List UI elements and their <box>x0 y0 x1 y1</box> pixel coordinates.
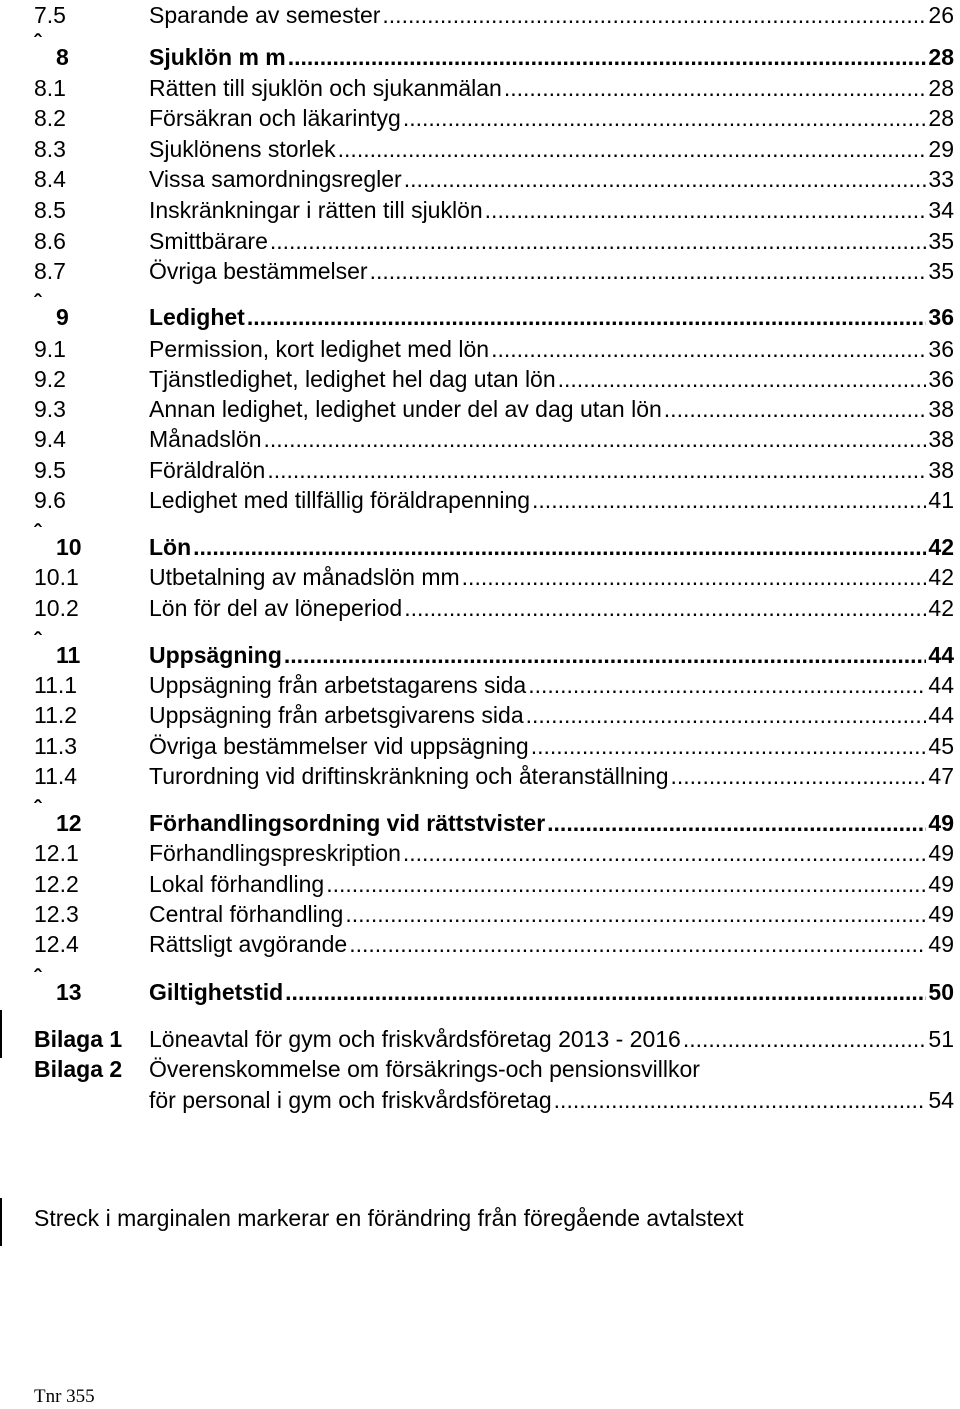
toc-number: 9.6 <box>34 487 66 513</box>
toc-page-number: 50 <box>928 979 954 1005</box>
chapter-caret-icon: ˆ <box>34 796 42 821</box>
toc-section-row[interactable] <box>34 334 954 364</box>
chapter-caret-icon: ˆ <box>34 520 42 545</box>
toc-appendix-row[interactable] <box>34 1085 954 1115</box>
dot-leader <box>382 0 926 30</box>
dot-leader <box>491 334 926 364</box>
toc-entry-line <box>149 302 954 332</box>
toc-number: 8.5 <box>34 197 66 223</box>
toc-section-row[interactable] <box>34 256 954 286</box>
note-marker-bar <box>0 1198 2 1246</box>
toc-title: Rätten till sjuklön och sjukanmälan <box>149 75 502 101</box>
toc-number: 9.2 <box>34 366 66 392</box>
toc-number: 13 <box>56 979 82 1005</box>
dot-leader <box>403 838 927 868</box>
toc-entry-line <box>149 364 954 394</box>
toc-chapter-row[interactable] <box>34 290 954 332</box>
dot-leader <box>288 42 927 72</box>
toc-section-row[interactable] <box>34 394 954 424</box>
toc-number: 12.1 <box>34 840 79 866</box>
toc-number: 8.2 <box>34 105 66 131</box>
toc-title: Tjänstledighet, ledighet hel dag utan lön <box>149 366 556 392</box>
toc-title: Övriga bestämmelser <box>149 258 368 284</box>
toc-entry-line <box>149 394 954 424</box>
toc-number: 12.2 <box>34 871 79 897</box>
toc-number: 9.5 <box>34 457 66 483</box>
dot-leader <box>558 364 927 394</box>
toc-title: Smittbärare <box>149 228 268 254</box>
toc-section-row[interactable] <box>34 485 954 515</box>
toc-title: Föräldralön <box>149 457 266 483</box>
dot-leader <box>267 455 926 485</box>
toc-page-number: 35 <box>928 228 954 254</box>
toc-entry-line <box>149 1054 954 1084</box>
change-marker-bar <box>0 1010 2 1058</box>
toc-page-number: 36 <box>928 304 954 330</box>
dot-leader <box>370 256 927 286</box>
toc-title: Giltighetstid <box>149 979 284 1005</box>
toc-section-row[interactable] <box>34 364 954 394</box>
toc-page-number: 42 <box>928 534 954 560</box>
toc-title: Uppsägning <box>149 642 282 668</box>
toc-title: Sjuklönens storlek <box>149 136 336 162</box>
dot-leader <box>683 1024 927 1054</box>
dot-leader <box>531 731 927 761</box>
toc-page-number: 28 <box>928 105 954 131</box>
toc-number: 12.3 <box>34 901 79 927</box>
toc-title: Ledighet <box>149 304 245 330</box>
dot-leader <box>284 640 927 670</box>
toc-page-number: 49 <box>928 810 954 836</box>
toc-entry-line <box>149 134 954 164</box>
toc-page-number: 26 <box>928 2 954 28</box>
toc-page-number: 41 <box>928 487 954 513</box>
dot-leader <box>345 899 926 929</box>
toc-entry-line <box>149 899 954 929</box>
toc-title: Annan ledighet, ledighet under del av dag utan lön <box>149 396 662 422</box>
toc-number: 12.4 <box>34 931 79 957</box>
toc-title: Månadslön <box>149 426 262 452</box>
chapter-caret-icon: ˆ <box>34 965 42 990</box>
dot-leader <box>671 761 927 791</box>
appendix-label: Bilaga 1 <box>34 1026 123 1052</box>
dot-leader <box>404 164 927 194</box>
toc-section-row[interactable] <box>34 0 954 30</box>
toc-chapter-row[interactable] <box>34 520 954 562</box>
toc-title: Inskränkningar i rätten till sjuklön <box>149 197 483 223</box>
toc-title: Övriga bestämmelser vid uppsägning <box>149 733 529 759</box>
toc-entry-line <box>149 1024 954 1054</box>
toc-entry-line <box>149 838 954 868</box>
dot-leader <box>528 670 926 700</box>
toc-section-row[interactable] <box>34 929 954 959</box>
dot-leader <box>270 226 927 256</box>
dot-leader <box>547 808 926 838</box>
dot-leader <box>338 134 927 164</box>
toc-title: Förhandlingsordning vid rättstvister <box>149 810 546 836</box>
dot-leader <box>349 929 926 959</box>
toc-entry-line <box>149 640 954 670</box>
dot-leader <box>664 394 927 424</box>
dot-leader <box>504 73 927 103</box>
toc-page-number: 28 <box>928 44 954 70</box>
toc-page-number: 28 <box>928 75 954 101</box>
toc-section-row[interactable] <box>34 103 954 133</box>
toc-number: 8.7 <box>34 258 66 284</box>
toc-title: Lokal förhandling <box>149 871 325 897</box>
appendix-label: Bilaga 2 <box>34 1056 123 1082</box>
dot-leader <box>526 700 927 730</box>
dot-leader <box>247 302 927 332</box>
dot-leader <box>532 485 926 515</box>
toc-title: Överenskommelse om försäkrings-och pensionsvillkor <box>149 1056 700 1082</box>
toc-chapter-row[interactable] <box>34 796 954 838</box>
toc-page-number: 34 <box>928 197 954 223</box>
toc-section-row[interactable] <box>34 869 954 899</box>
toc-page-number: 47 <box>928 763 954 789</box>
toc-page-number: 49 <box>928 840 954 866</box>
dot-leader <box>485 195 927 225</box>
toc-title: för personal i gym och friskvårdsföretag <box>149 1087 552 1113</box>
toc-number: 8.4 <box>34 166 66 192</box>
toc-entry-line <box>149 256 954 286</box>
toc-entry-line <box>149 455 954 485</box>
toc-number: 12 <box>56 810 82 836</box>
dot-leader <box>403 103 927 133</box>
toc-page-number: 38 <box>928 426 954 452</box>
toc-number: 9.1 <box>34 336 66 362</box>
toc-title: Central förhandling <box>149 901 344 927</box>
chapter-caret-icon: ˆ <box>34 290 42 315</box>
toc-page-number: 51 <box>928 1026 954 1052</box>
toc-entry-line <box>149 700 954 730</box>
dot-leader <box>326 869 926 899</box>
toc-number: 11 <box>56 642 81 668</box>
toc-page-number: 44 <box>928 672 954 698</box>
toc-entry-line <box>149 808 954 838</box>
toc-number: 9 <box>56 304 69 330</box>
toc-appendix-row[interactable] <box>34 1024 954 1054</box>
toc-entry-line <box>149 195 954 225</box>
toc-page-number: 54 <box>928 1087 954 1113</box>
toc-section-row[interactable] <box>34 593 954 623</box>
toc-title: Permission, kort ledighet med lön <box>149 336 490 362</box>
toc-entry-line <box>149 42 954 72</box>
toc-number: 9.4 <box>34 426 66 452</box>
toc-entry-line <box>149 929 954 959</box>
toc-title: Sjuklön m m <box>149 44 286 70</box>
toc-page-number: 38 <box>928 457 954 483</box>
toc-section-row[interactable] <box>34 195 954 225</box>
toc-page-number: 38 <box>928 396 954 422</box>
toc-number: 11.2 <box>34 702 78 728</box>
toc-section-row[interactable] <box>34 838 954 868</box>
toc-entry-line <box>149 0 954 30</box>
toc-page-number: 44 <box>928 702 954 728</box>
toc-page-number: 29 <box>928 136 954 162</box>
toc-chapter-row[interactable] <box>34 628 954 670</box>
toc-section-row[interactable] <box>34 670 954 700</box>
toc-chapter-row[interactable] <box>34 30 954 72</box>
toc-entry-line <box>149 334 954 364</box>
toc-section-row[interactable] <box>34 73 954 103</box>
toc-title: Förhandlingspreskription <box>149 840 401 866</box>
toc-title: Rättsligt avgörande <box>149 931 348 957</box>
toc-section-row[interactable] <box>34 731 954 761</box>
toc-title: Utbetalning av månadslön mm <box>149 564 460 590</box>
toc-entry-line <box>149 485 954 515</box>
toc-number: 10.2 <box>34 595 79 621</box>
toc-page-number: 44 <box>928 642 954 668</box>
toc-title: Uppsägning från arbetstagarens sida <box>149 672 527 698</box>
toc-title: Löneavtal för gym och friskvårdsföretag 2013 - 2016 <box>149 1026 681 1052</box>
toc-section-row[interactable] <box>34 226 954 256</box>
toc-number: 10 <box>56 534 82 560</box>
toc-entry-line <box>149 562 954 592</box>
chapter-caret-icon: ˆ <box>34 628 42 653</box>
toc-entry-line <box>149 532 954 562</box>
toc-page-number: 42 <box>928 564 954 590</box>
dot-leader <box>462 562 927 592</box>
toc-number: 8 <box>56 44 69 70</box>
toc-title: Vissa samordningsregler <box>149 166 402 192</box>
toc-title: Turordning vid driftinskränkning och återanställning <box>149 763 669 789</box>
toc-entry-line <box>149 73 954 103</box>
toc-page-number: 49 <box>928 871 954 897</box>
toc-page-number: 49 <box>928 931 954 957</box>
toc-entry-line <box>149 1085 954 1115</box>
toc-section-row[interactable] <box>34 424 954 454</box>
toc-page-number: 45 <box>928 733 954 759</box>
toc-number: 7.5 <box>34 2 66 28</box>
toc-entry-line <box>149 761 954 791</box>
footer-label: Tnr 355 <box>34 1386 95 1407</box>
toc-page-number: 49 <box>928 901 954 927</box>
toc-entry-line <box>149 593 954 623</box>
toc-section-row[interactable] <box>34 164 954 194</box>
toc-number: 10.1 <box>34 564 79 590</box>
toc-appendix-row[interactable] <box>34 1054 954 1084</box>
toc-title: Försäkran och läkarintyg <box>149 105 401 131</box>
toc-section-row[interactable] <box>34 562 954 592</box>
toc-page-number: 36 <box>928 366 954 392</box>
toc-entry-line <box>149 869 954 899</box>
toc-section-row[interactable] <box>34 899 954 929</box>
toc-title: Uppsägning från arbetsgivarens sida <box>149 702 524 728</box>
dot-leader <box>264 424 927 454</box>
toc-entry-line <box>149 731 954 761</box>
toc-entry-line <box>149 977 954 1007</box>
toc-title: Lön för del av löneperiod <box>149 595 403 621</box>
margin-note: Streck i marginalen markerar en förändring från föregående avtalstext <box>34 1205 744 1231</box>
toc-number: 8.3 <box>34 136 66 162</box>
toc-number: 8.1 <box>34 75 66 101</box>
toc-section-row[interactable] <box>34 700 954 730</box>
dot-leader <box>193 532 926 562</box>
toc-number: 8.6 <box>34 228 66 254</box>
toc-number: 11.3 <box>34 733 78 759</box>
dot-leader <box>285 977 926 1007</box>
toc-title: Sparande av semester <box>149 2 381 28</box>
toc-number: 9.3 <box>34 396 66 422</box>
toc-entry-line <box>149 103 954 133</box>
toc-section-row[interactable] <box>34 134 954 164</box>
toc-entry-line <box>149 164 954 194</box>
toc-entry-line <box>149 226 954 256</box>
toc-entry-line <box>149 670 954 700</box>
chapter-caret-icon: ˆ <box>34 30 42 55</box>
toc-title: Ledighet med tillfällig föräldrapenning <box>149 487 531 513</box>
toc-page-number: 35 <box>928 258 954 284</box>
toc-number: 11.1 <box>34 672 78 698</box>
dot-leader <box>404 593 926 623</box>
toc-number: 11.4 <box>34 763 78 789</box>
toc-entry-line <box>149 424 954 454</box>
dot-leader <box>554 1085 927 1115</box>
toc-page-number: 42 <box>928 595 954 621</box>
toc-chapter-row[interactable] <box>34 965 954 1007</box>
toc-title: Lön <box>149 534 192 560</box>
toc-page-number: 33 <box>928 166 954 192</box>
toc-section-row[interactable] <box>34 761 954 791</box>
toc-page-number: 36 <box>928 336 954 362</box>
toc-section-row[interactable] <box>34 455 954 485</box>
